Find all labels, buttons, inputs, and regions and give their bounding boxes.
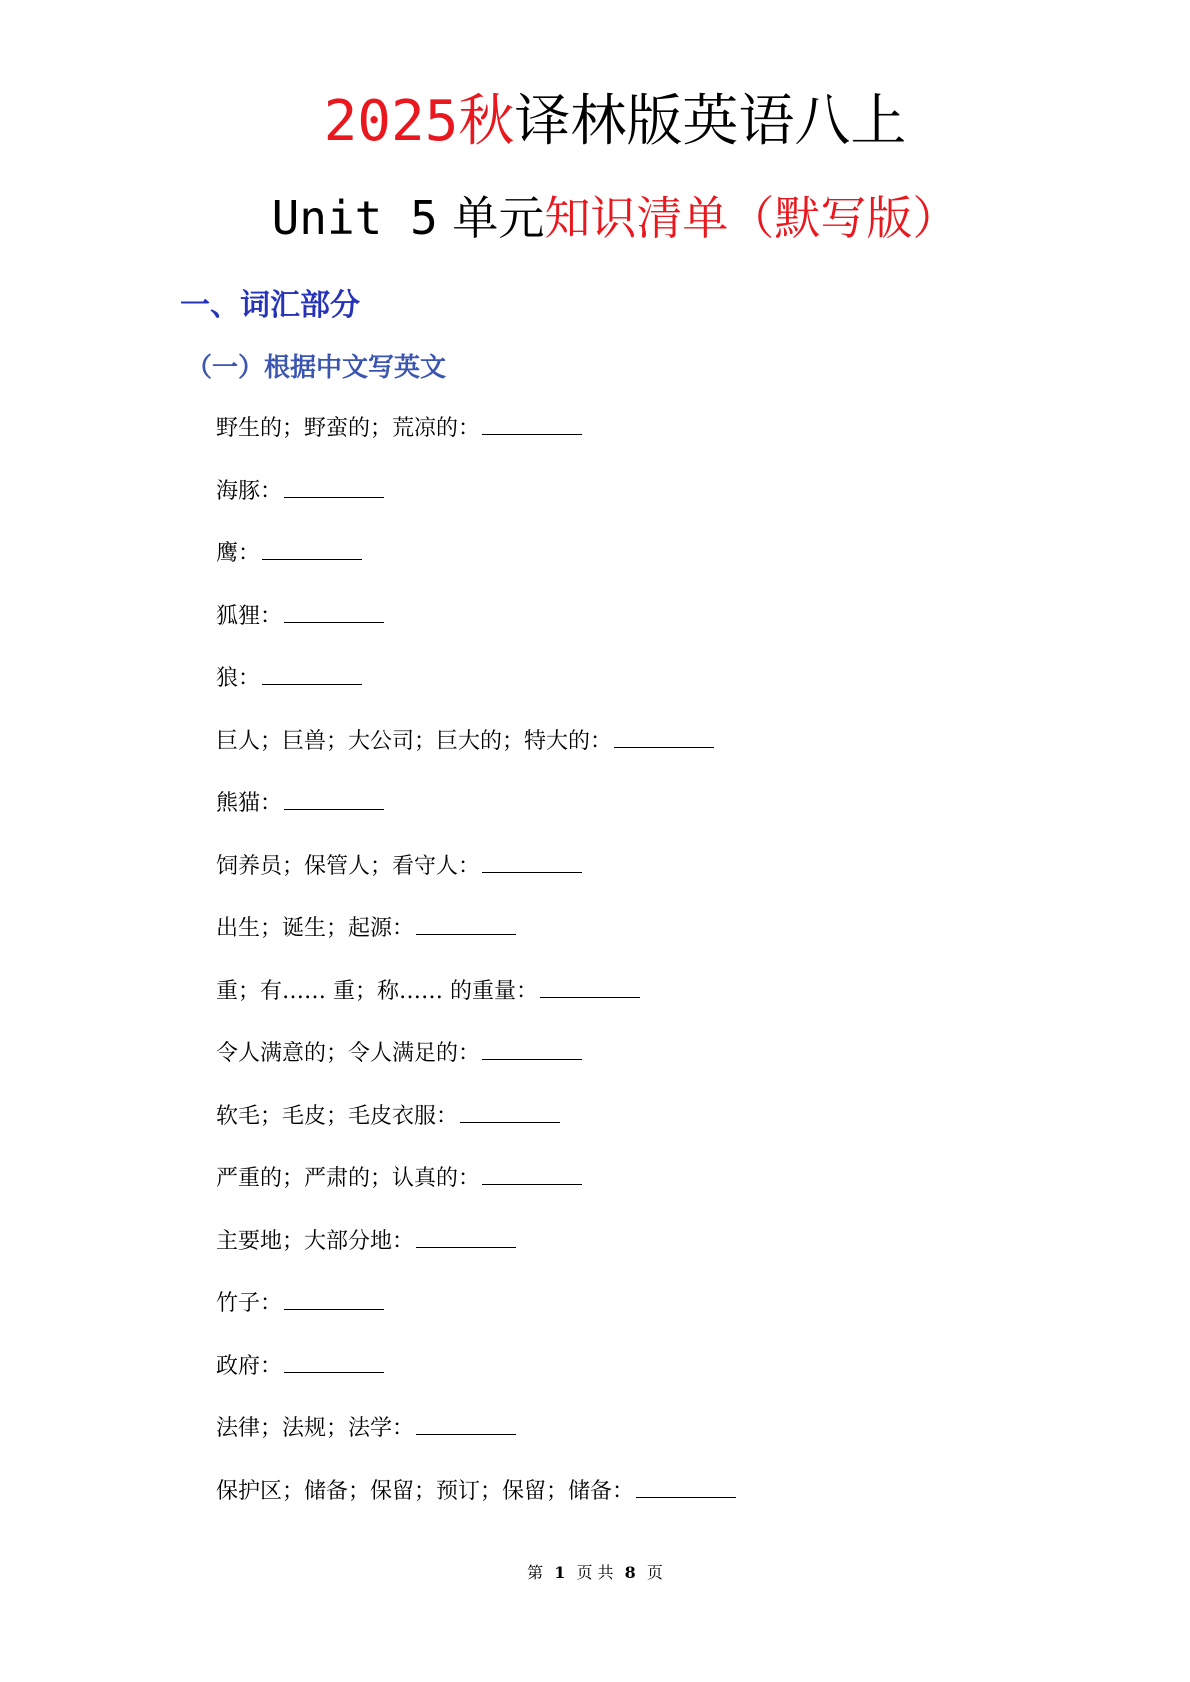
vocab-prompt: 饲养员；保管人；看守人：: [216, 853, 481, 879]
title-year: 2025: [323, 89, 459, 154]
vocab-item: [216, 664, 736, 727]
footer-middle: 页 共: [576, 1563, 614, 1582]
answer-blank[interactable]: [482, 1164, 582, 1185]
answer-blank[interactable]: [482, 1039, 582, 1060]
answer-blank[interactable]: [416, 1227, 516, 1248]
vocab-item: [216, 1477, 736, 1540]
vocab-item: [216, 477, 736, 540]
answer-blank[interactable]: [482, 414, 582, 435]
document-subtitle: [0, 188, 1190, 248]
page-footer: [0, 1562, 1190, 1584]
footer-suffix: 页: [646, 1563, 663, 1582]
vocab-prompt: 狐狸：: [216, 603, 283, 629]
vocab-item: [216, 852, 736, 915]
vocab-prompt: 法律；法规；法学：: [216, 1416, 415, 1441]
footer-current-page: 1: [554, 1563, 566, 1582]
answer-blank[interactable]: [482, 852, 582, 873]
answer-blank[interactable]: [262, 539, 362, 560]
vocab-prompt: 令人满意的；令人满足的：: [216, 1041, 481, 1066]
vocab-prompt: 野生的；野蛮的；荒凉的：: [216, 416, 481, 441]
vocab-item: [216, 1039, 736, 1102]
subtitle-part1: 单元: [452, 191, 545, 245]
vocab-item: [216, 789, 736, 852]
vocab-prompt: 出生；诞生；起源：: [216, 916, 415, 941]
answer-blank[interactable]: [284, 602, 384, 623]
answer-blank[interactable]: [284, 789, 384, 810]
document-title: [0, 88, 1190, 156]
answer-blank[interactable]: [284, 477, 384, 498]
subtitle-part2: 知识清单（默写版）: [544, 191, 959, 245]
vocab-prompt: 熊猫：: [216, 791, 283, 816]
vocab-prompt: 政府：: [216, 1353, 283, 1379]
vocab-item: [216, 602, 736, 665]
vocab-prompt: 重；有…… 重；称…… 的重量：: [216, 978, 538, 1004]
vocab-item: [216, 1164, 736, 1227]
vocab-prompt: 狼：: [216, 666, 261, 691]
footer-total-pages: 8: [624, 1563, 636, 1582]
answer-blank[interactable]: [284, 1352, 384, 1373]
vocab-item: [216, 1289, 736, 1352]
vocab-prompt: 巨人；巨兽；大公司；巨大的；特大的：: [216, 728, 613, 754]
vocab-item: [216, 539, 736, 602]
answer-blank[interactable]: [460, 1102, 560, 1123]
vocab-item: [216, 414, 736, 477]
vocab-item: [216, 977, 736, 1040]
vocab-item: [216, 914, 736, 977]
vocab-list: [216, 414, 736, 1539]
vocab-prompt: 严重的；严肃的；认真的：: [216, 1166, 481, 1191]
answer-blank[interactable]: [540, 977, 640, 998]
vocab-item: [216, 1227, 736, 1290]
vocab-item: [216, 1414, 736, 1477]
vocab-item: [216, 1352, 736, 1415]
answer-blank[interactable]: [636, 1477, 736, 1498]
vocab-prompt: 鹰：: [216, 541, 261, 566]
answer-blank[interactable]: [614, 727, 714, 748]
footer-prefix: 第: [527, 1563, 544, 1582]
vocab-prompt: 软毛；毛皮；毛皮衣服：: [216, 1103, 459, 1129]
section-subheading: （一）根据中文写英文: [186, 353, 447, 383]
section-heading: 一、词汇部分: [180, 288, 360, 323]
vocab-item: [216, 727, 736, 790]
title-season: 秋: [458, 89, 515, 154]
answer-blank[interactable]: [262, 664, 362, 685]
vocab-prompt: 竹子：: [216, 1291, 283, 1316]
answer-blank[interactable]: [416, 1414, 516, 1435]
vocab-prompt: 海豚：: [216, 478, 283, 504]
subtitle-unit: Unit 5: [271, 191, 438, 245]
answer-blank[interactable]: [284, 1289, 384, 1310]
answer-blank[interactable]: [416, 914, 516, 935]
vocab-prompt: 保护区；储备；保留；预订；保留；储备：: [216, 1478, 635, 1504]
title-rest: 译林版英语八上: [514, 89, 907, 154]
vocab-prompt: 主要地；大部分地：: [216, 1228, 415, 1254]
vocab-item: [216, 1102, 736, 1165]
